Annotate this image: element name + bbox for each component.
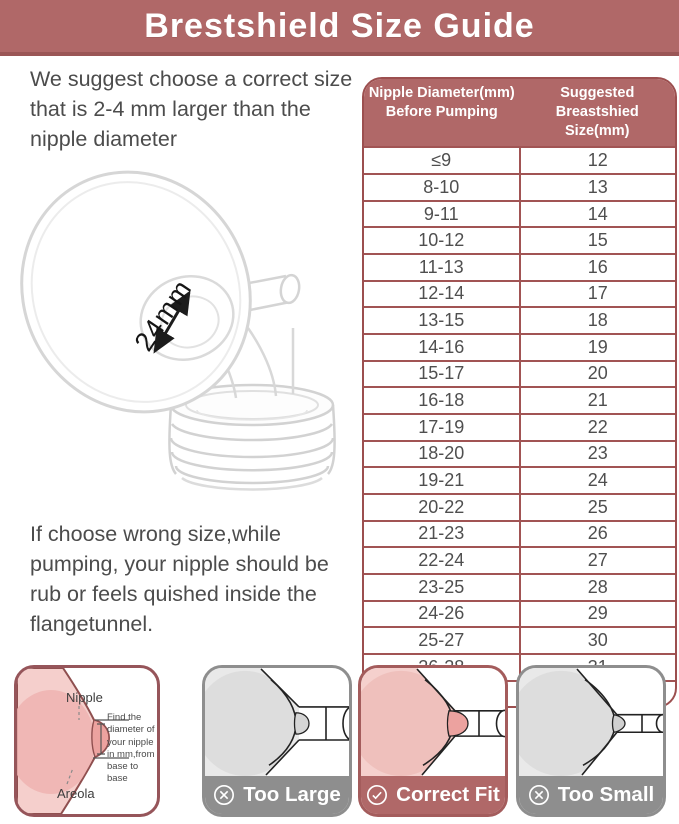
table-row xyxy=(364,573,675,600)
table-row xyxy=(364,493,675,520)
header-line: Suggested Breastshied xyxy=(555,85,639,121)
flange-illustration-icon xyxy=(12,158,356,510)
table-cell: 25-27 xyxy=(364,628,521,653)
table-row xyxy=(364,413,675,440)
table-cell: 19 xyxy=(587,336,608,357)
table-cell: 13-15 xyxy=(364,308,521,333)
table-cell: 20 xyxy=(587,363,608,384)
too-large-diagram-icon xyxy=(205,668,349,776)
header-line: Before Pumping xyxy=(385,104,498,121)
table-row xyxy=(364,333,675,360)
table-cell: 22 xyxy=(587,416,608,437)
table-row xyxy=(364,520,675,547)
table-cell: 27 xyxy=(587,550,608,571)
table-cell: 15 xyxy=(587,230,608,251)
table-row xyxy=(364,626,675,653)
table-row xyxy=(364,360,675,387)
fit-card-too-small xyxy=(516,665,666,817)
fit-label: Correct Fit xyxy=(396,783,500,806)
table-cell: 22-24 xyxy=(364,548,521,573)
header-line: Size(mm) xyxy=(565,123,630,140)
table-cell: 21-23 xyxy=(364,522,521,547)
too-small-diagram-icon xyxy=(519,668,663,776)
table-row xyxy=(364,440,675,467)
table-cell: 10-12 xyxy=(364,228,521,253)
table-cell: 20-22 xyxy=(364,495,521,520)
table-cell: 25 xyxy=(587,496,608,517)
table-row xyxy=(364,226,675,253)
table-cell: 13 xyxy=(587,176,608,197)
circle-x-icon xyxy=(213,784,235,806)
table-cell: 30 xyxy=(587,630,608,651)
fit-bar-correct-fit xyxy=(361,776,505,814)
table-cell: 17-19 xyxy=(364,415,521,440)
correct-fit-diagram-icon xyxy=(361,668,505,776)
title-banner xyxy=(0,0,679,56)
table-cell: 18 xyxy=(587,310,608,331)
nipple-label: Nipple xyxy=(66,690,103,705)
table-header-nipple-diameter xyxy=(364,79,520,146)
table-row xyxy=(364,306,675,333)
page-title: Brestshield Size Guide xyxy=(144,6,535,45)
table-cell: 11-13 xyxy=(364,255,521,280)
table-row xyxy=(364,146,675,173)
table-cell: 23-25 xyxy=(364,575,521,600)
fit-label: Too Large xyxy=(243,783,341,806)
table-cell: 23 xyxy=(587,443,608,464)
table-cell: 12 xyxy=(587,150,608,171)
size-table-body xyxy=(364,146,675,706)
flange-figure xyxy=(12,158,356,510)
fit-graphic-correct-fit xyxy=(361,668,505,776)
fit-label: Too Small xyxy=(557,783,655,806)
table-cell: 29 xyxy=(587,603,608,624)
table-cell: 15-17 xyxy=(364,362,521,387)
fit-bar-too-large xyxy=(205,776,349,814)
measure-card xyxy=(14,665,160,817)
table-cell: 9-11 xyxy=(364,202,521,227)
table-row xyxy=(364,600,675,627)
table-cell: 8-10 xyxy=(364,175,521,200)
table-cell: 24 xyxy=(587,470,608,491)
table-cell: 18-20 xyxy=(364,442,521,467)
table-row xyxy=(364,466,675,493)
table-cell: 14-16 xyxy=(364,335,521,360)
fit-card-too-large xyxy=(202,665,352,817)
circle-check-icon xyxy=(366,784,388,806)
table-cell: 28 xyxy=(587,576,608,597)
areola-label: Areola xyxy=(57,786,95,801)
table-cell: ≤9 xyxy=(364,148,521,173)
circle-x-icon xyxy=(528,784,550,806)
table-cell: 21 xyxy=(587,390,608,411)
flange-size-label: 24mm xyxy=(128,274,198,357)
table-row xyxy=(364,200,675,227)
table-header xyxy=(364,79,675,146)
table-row xyxy=(364,173,675,200)
table-row xyxy=(364,386,675,413)
table-cell: 16 xyxy=(587,256,608,277)
measure-instruction: Find the diameter of your nipple in mm,from base to base xyxy=(107,712,155,785)
table-cell: 26 xyxy=(587,523,608,544)
table-cell: 19-21 xyxy=(364,468,521,493)
table-cell: 17 xyxy=(587,283,608,304)
table-row xyxy=(364,280,675,307)
size-table xyxy=(362,77,677,708)
header-line: Nipple Diameter(mm) xyxy=(368,85,515,101)
table-cell: 14 xyxy=(587,203,608,224)
fit-graphic-too-large xyxy=(205,668,349,776)
fit-card-correct-fit xyxy=(358,665,508,817)
fit-bar-too-small xyxy=(519,776,663,814)
table-cell: 12-14 xyxy=(364,282,521,307)
table-row xyxy=(364,546,675,573)
warning-text: If choose wrong size,while pumping, your nipple should be rub or feels quished inside the flangetunnel. xyxy=(30,522,329,636)
table-row xyxy=(364,253,675,280)
fit-graphic-too-small xyxy=(519,668,663,776)
intro-text: We suggest choose a correct size that is 2-4 mm larger than the nipple diameter xyxy=(30,67,353,151)
table-cell: 16-18 xyxy=(364,388,521,413)
table-header-suggested-size xyxy=(520,79,676,146)
table-cell: 24-26 xyxy=(364,602,521,627)
